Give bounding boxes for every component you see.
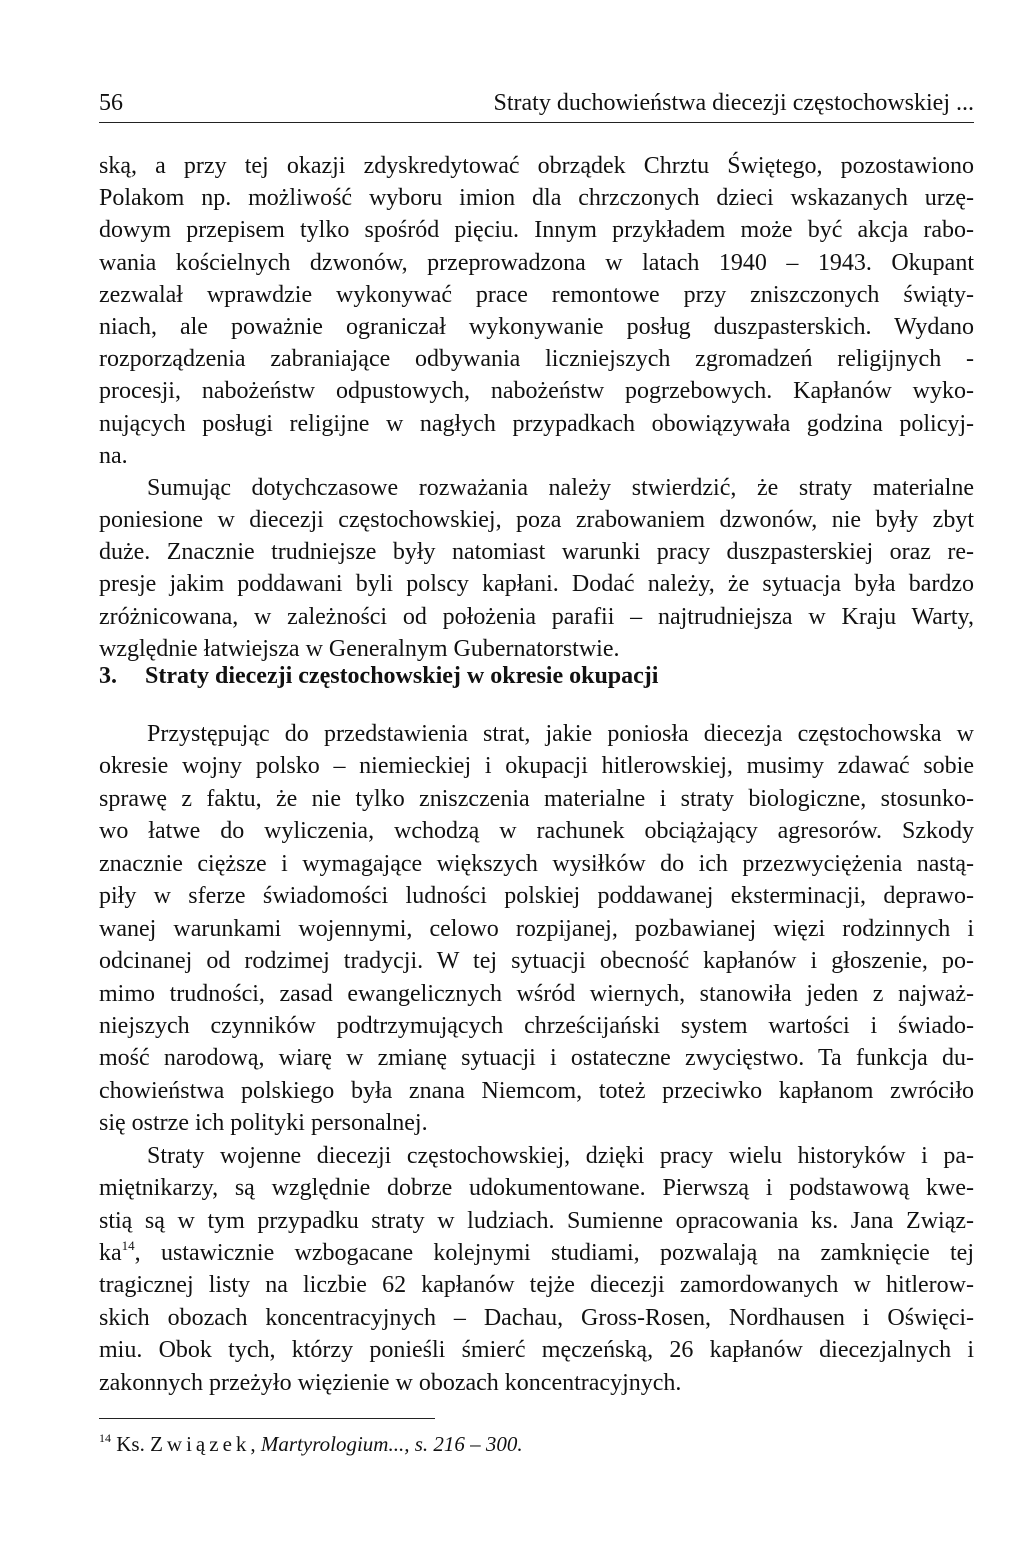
text-line: zezwalał wprawdzie wykonywać prace remontowe przy zniszczonych świąty- (99, 281, 974, 308)
footnote-number: 14 (99, 1431, 111, 1445)
footnote-reference: 14 (121, 1238, 135, 1253)
text-line: stią są w tym przypadku straty w ludziach. Sumienne opracowania ks. Jana Związ- (99, 1207, 974, 1234)
text-line: zróżnicowana, w zależności od położenia parafii – najtrudniejsza w Kraju Warty, (99, 603, 974, 630)
text-line: skich obozach koncentracyjnych – Dachau, Gross-Rosen, Nordhausen i Oświęci- (99, 1304, 974, 1331)
text-line: duże. Znacznie trudniejsze były natomiast warunki pracy duszpasterskiej oraz re- (99, 539, 974, 566)
text-line: chowieństwa polskiego była znana Niemcom, toteż przeciwko kapłanom zwróciło (99, 1077, 974, 1104)
footnote-separator (99, 1418, 435, 1419)
footnote-author-prefix: Ks. (111, 1432, 151, 1456)
text-line: niejszych czynników podtrzymujących chrześcijański system wartości i świado- (99, 1012, 974, 1039)
page-number: 56 (99, 90, 123, 116)
text-line: odcinanej od rodzimej tradycji. W tej sytuacji obecność kapłanów i głoszenie, po- (99, 948, 974, 975)
text-fragment: ka (99, 1240, 122, 1266)
footnote (99, 1430, 523, 1458)
page-header (99, 86, 974, 123)
text-line: Polakom np. możliwość wyboru imion dla chrzczonych dzieci wskazanych urzę- (99, 185, 974, 212)
text-line: miętnikarzy, są względnie dobrze udokumentowane. Pierwszą i podstawową kwe- (99, 1175, 974, 1202)
text-line: okresie wojny polsko – niemieckiej i okupacji hitlerowskiej, musimy zdawać sobie (99, 753, 974, 780)
section-number: 3. (99, 663, 117, 689)
text-line: presje jakim poddawani byli polscy kapłani. Dodać należy, że sytuacja była bardzo (99, 571, 974, 598)
text-line: znacznie cięższe i wymagające większych wysiłków do ich przezwyciężenia nastą- (99, 850, 974, 877)
running-title: Straty duchowieństwa diecezji częstochowskiej ... (493, 90, 974, 116)
text-line: względnie łatwiejsza w Generalnym Gubernatorstwie. (99, 635, 620, 662)
text-line: rozporządzenia zabraniające odbywania liczniejszych zgromadzeń religijnych - (99, 346, 974, 373)
text-line: mimo trudności, zasad ewangelicznych wśród wiernych, stanowiła jeden z najważ- (99, 980, 974, 1007)
text-line: się ostrze ich polityki personalnej. (99, 1110, 428, 1137)
footnote-citation: Martyrologium..., s. 216 – 300. (260, 1432, 523, 1456)
text-line: Straty wojenne diecezji częstochowskiej, dzięki pracy wielu historyków i pa- (147, 1142, 974, 1169)
text-line: wo łatwe do wyliczenia, wchodzą w rachunek obciążający agresorów. Szkody (99, 818, 974, 845)
section-2-text (99, 718, 974, 1399)
text-line: Przystępując do przedstawienia strat, jakie poniosła diecezja częstochowska w (147, 721, 974, 747)
text-line: Sumując dotychczasowe rozważania należy stwierdzić, że straty materialne (147, 474, 974, 501)
text-line: dowym przepisem tylko spośród pięciu. Innym przykładem może być akcja rabo- (99, 217, 974, 244)
text-line: niach, ale poważnie ograniczał wykonywanie posług duszpasterskich. Wydano (99, 313, 974, 340)
section-1-text (99, 150, 974, 665)
text-line: procesji, nabożeństw odpustowych, nabożeństw pogrzebowych. Kapłanów wyko- (99, 378, 974, 405)
text-line: miu. Obok tych, którzy ponieśli śmierć męczeńską, 26 kapłanów diecezjalnych i (99, 1337, 974, 1364)
footnote-separator-text: , (250, 1432, 261, 1456)
text-line: mość narodową, wiarę w zmianę sytuacji i ostateczne zwycięstwo. Ta funkcja du- (99, 1045, 974, 1072)
section-title: Straty diecezji częstochowskiej w okresie okupacji (145, 663, 659, 689)
text-line: poniesione w diecezji częstochowskiej, poza zrabowaniem dzwonów, nie były zbyt (99, 507, 974, 534)
text-line: na. (99, 442, 128, 469)
text-line: sprawę z faktu, że nie tylko zniszczenia materialne i straty biologiczne, stosunko- (99, 785, 974, 812)
text-line: ską, a przy tej okazji zdyskredytować obrządek Chrztu Świętego, pozostawiono (99, 153, 974, 179)
text-line: wanej warunkami wojennymi, celowo rozpijanej, pozbawianej więzi rodzinnych i (99, 915, 974, 942)
text-line: piły w sferze świadomości ludności polskiej poddawanej eksterminacji, deprawo- (99, 883, 974, 910)
text-line: wania kościelnych dzwonów, przeprowadzona w latach 1940 – 1943. Okupant (99, 249, 974, 276)
text-line: zakonnych przeżyło więzienie w obozach koncentracyjnych. (99, 1369, 682, 1396)
footnote-author: Związek (150, 1432, 251, 1456)
section-heading (99, 660, 658, 692)
text-line-with-footnote-ref (99, 1237, 974, 1269)
text-line: tragicznej listy na liczbie 62 kapłanów tejże diecezji zamordowanych w hitlerow- (99, 1272, 974, 1299)
text-line: nujących posługi religijne w nagłych przypadkach obowiązywała godzina policyj- (99, 410, 974, 437)
text-fragment: , ustawicznie wzbogacane kolejnymi studiami, pozwalają na zamknięcie tej (134, 1240, 974, 1266)
